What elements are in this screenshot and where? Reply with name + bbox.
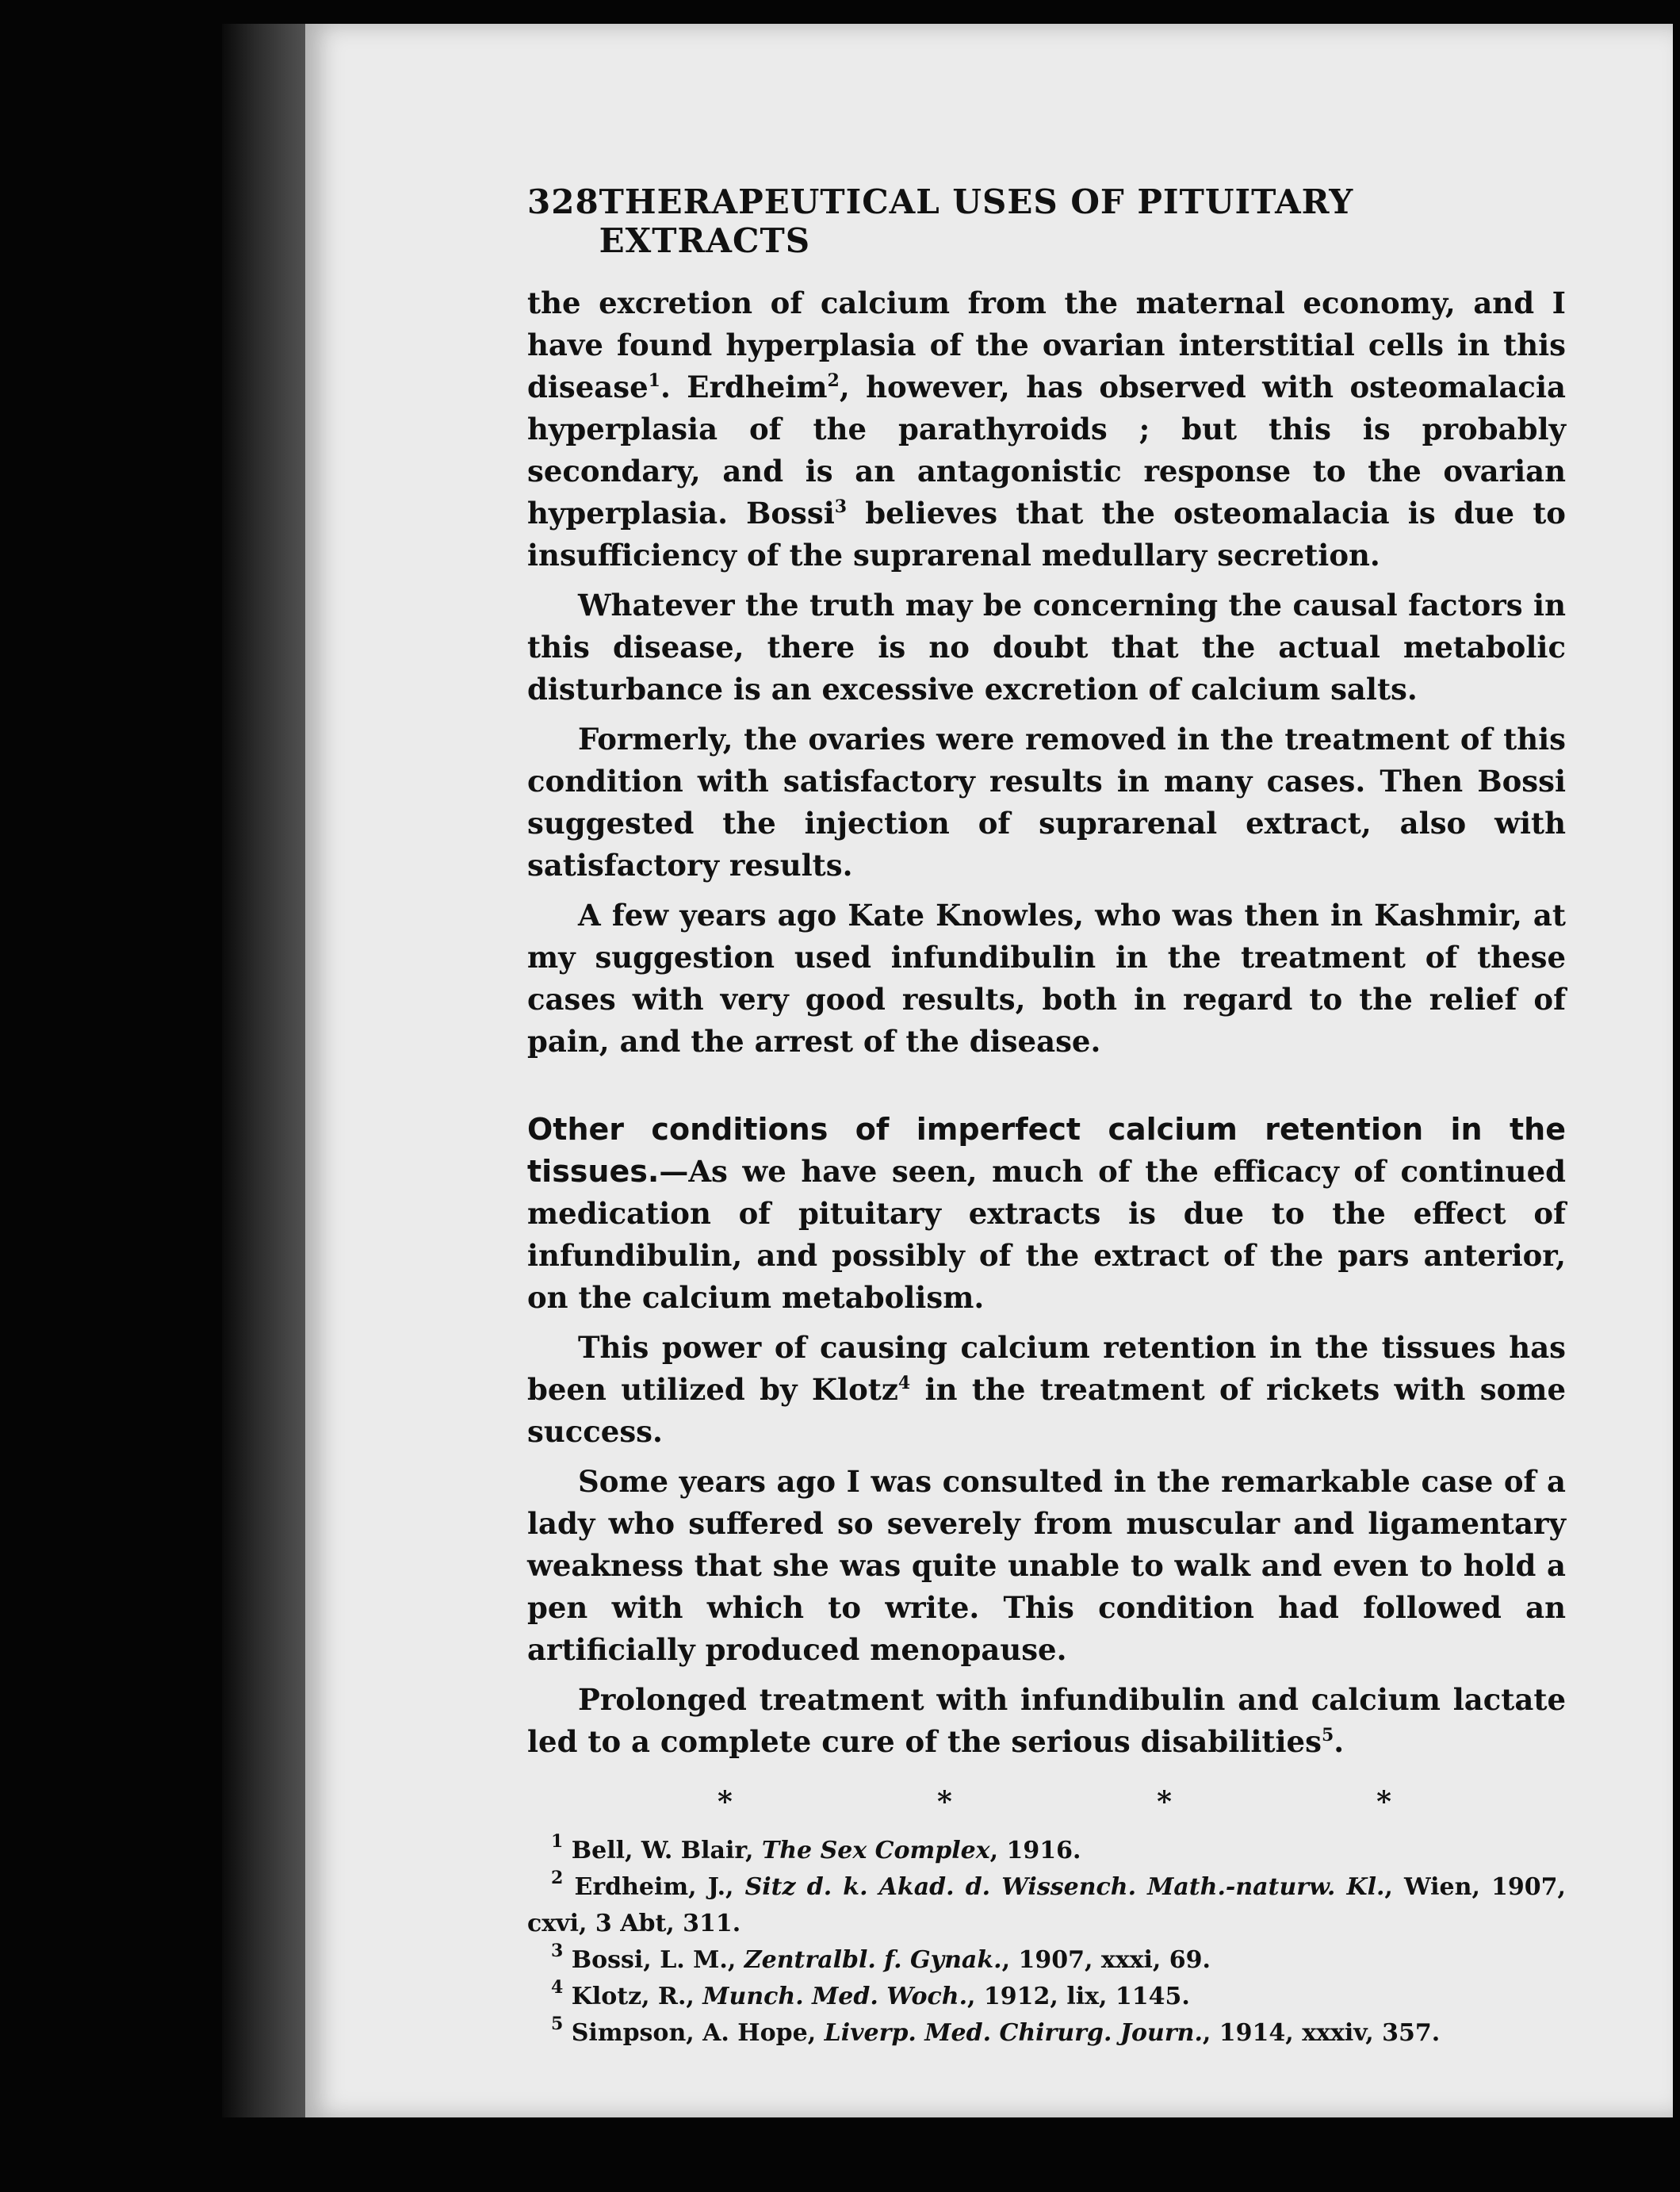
footnote-number: 4 — [551, 1977, 564, 1998]
page-content — [527, 182, 1566, 2052]
footnote — [527, 1833, 1566, 1869]
footnote-rest: , Wien, 1907, cxvi, 3 Abt, 311. — [527, 1873, 1566, 1937]
footnote-author: Bell, W. Blair, — [571, 1837, 762, 1864]
footnote — [527, 1979, 1566, 2015]
paragraph-text: in the treatment of rickets with some success. — [527, 1372, 1566, 1449]
footnote-rest: , 1916. — [989, 1837, 1081, 1864]
paragraph-8 — [527, 1679, 1566, 1763]
asterisk: * — [718, 1785, 733, 1818]
paragraph-text: the excretion of calcium from the maternal economy, and I have found hyperplasia of the ovarian interstitial cells in this disease — [527, 285, 1566, 404]
footnote-ref: 4 — [897, 1373, 911, 1393]
footnote-number: 5 — [551, 2014, 564, 2034]
paragraph-text: Prolonged treatment with infundibulin and calcium lactate led to a complete cure of the serious disabilities — [527, 1682, 1566, 1759]
footnote-source: Zentralbl. f. Gynak. — [744, 1946, 1002, 1974]
asterisk: * — [1157, 1785, 1172, 1818]
footnote-ref: 2 — [827, 370, 840, 391]
footnote-number: 2 — [551, 1868, 564, 1888]
paragraph-text: —As we have seen, much of the efficacy of continued medication of pituitary extracts is due to the effect of infundibulin, and possibly of the extract of the pars anterior, on the calcium metabolism. — [527, 1154, 1566, 1315]
paragraph-7: Some years ago I was consulted in the remarkable case of a lady who suffered so severely from muscular and ligamentary weakness that she was quite unable to walk and even to hold a pen with which to write. This condition had followed an artificially produced menopause. — [527, 1464, 1566, 1667]
footnote — [527, 1942, 1566, 1979]
paragraph-text: This power of causing calcium retention in the tissues has been utilized by Klotz — [527, 1330, 1566, 1407]
paragraph-text: believes that the osteomalacia is due to insufficiency of the suprarenal medullary secretion. — [527, 496, 1566, 573]
book-page — [305, 24, 1673, 2117]
footnote-ref: 1 — [648, 370, 660, 391]
paragraph-text: . Erdheim — [660, 370, 828, 404]
footnote-rest: , 1912, lix, 1145. — [967, 1983, 1190, 2010]
footnote-author: Bossi, L. M., — [571, 1946, 744, 1974]
page-number: 328 — [527, 182, 599, 221]
footnote-rest: , 1907, xxxi, 69. — [1001, 1946, 1211, 1974]
footnote-rest: , 1914, xxxiv, 357. — [1202, 2019, 1441, 2047]
footnote — [527, 1869, 1566, 1942]
book-spine-shadow — [222, 24, 317, 2117]
section-heading: Other conditions of imperfect calcium retention in the tissues. — [527, 1112, 1566, 1189]
footnote-number: 3 — [551, 1941, 564, 1961]
footnote-ref: 3 — [834, 496, 848, 517]
paragraph-6 — [527, 1327, 1566, 1453]
section-paragraph — [527, 1109, 1566, 1319]
paragraph-4: A few years ago Kate Knowles, who was then in Kashmir, at my suggestion used infundibulin in the treatment of these cases with very good results, both in regard to the relief of pain, and the arrest of the disease. — [527, 898, 1566, 1059]
footnote-author: Erdheim, J., — [574, 1873, 745, 1901]
footnote — [527, 2015, 1566, 2052]
paragraph-3: Formerly, the ovaries were removed in the treatment of this condition with satisfactory results in many cases. Then Bossi suggested the injection of suprarenal extract, also with satisfactory results. — [527, 722, 1566, 883]
paragraph-text: . — [1334, 1724, 1345, 1759]
asterisk: * — [937, 1785, 952, 1818]
running-header — [527, 182, 1566, 260]
paragraph-text: , however, has observed with osteomalacia hyperplasia of the parathyroids ; but this is probably secondary, and is an antagonistic response to the ovarian hyperplasia. Bossi — [527, 370, 1566, 531]
footnote-author: Klotz, R., — [571, 1983, 703, 2010]
footnote-source: Sitz d. k. Akad. d. Wissench. Math.-naturw. Kl. — [744, 1873, 1385, 1901]
footnote-number: 1 — [551, 1831, 564, 1852]
footnote-author: Simpson, A. Hope, — [571, 2019, 825, 2047]
asterisk: * — [1376, 1785, 1391, 1818]
footnote-source: Liverp. Med. Chirurg. Journ. — [824, 2019, 1203, 2047]
footnote-source: The Sex Complex — [761, 1837, 990, 1864]
paragraph-1 — [527, 282, 1566, 577]
footnotes — [527, 1833, 1566, 2052]
asterism-separator — [718, 1785, 1391, 1818]
footnote-source: Munch. Med. Woch. — [702, 1983, 968, 2010]
paragraph-2: Whatever the truth may be concerning the causal factors in this disease, there is no doubt that the actual metabolic disturbance is an excessive excretion of calcium salts. — [527, 588, 1566, 707]
footnote-ref: 5 — [1321, 1725, 1334, 1746]
running-title: THERAPEUTICAL USES OF PITUITARY EXTRACTS — [599, 182, 1354, 260]
